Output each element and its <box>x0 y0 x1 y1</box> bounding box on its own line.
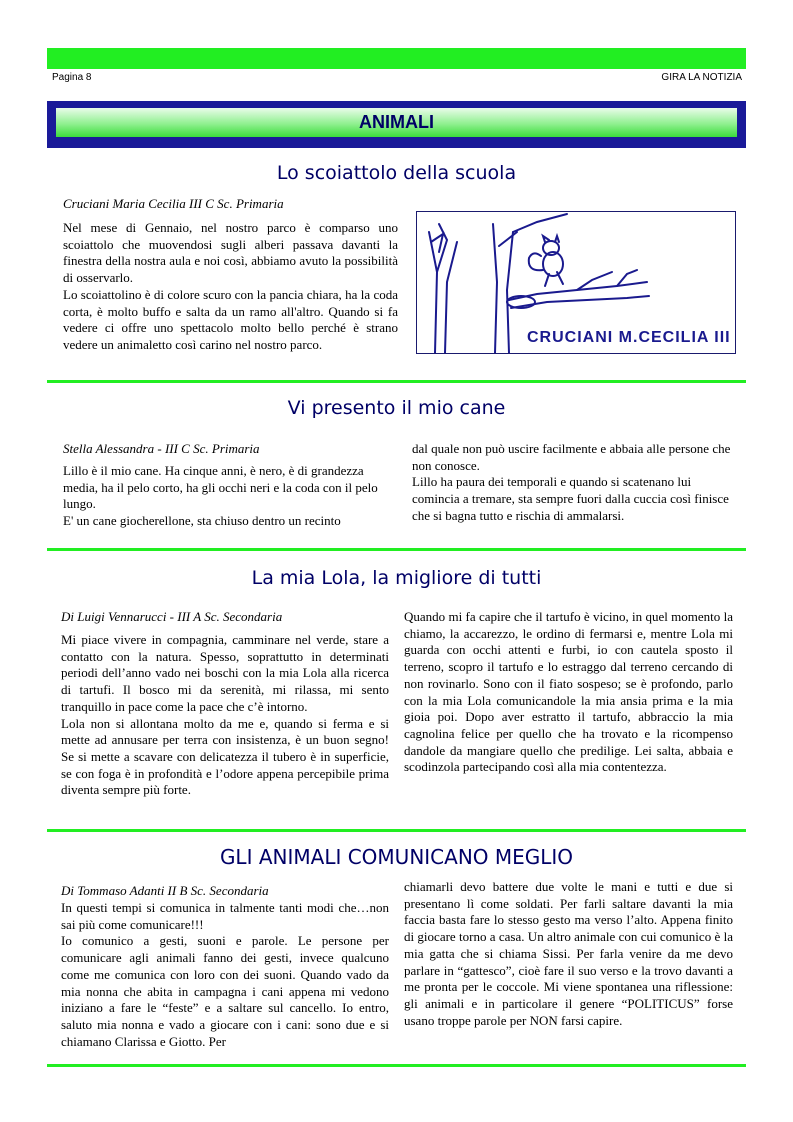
paragraph: Lo scoiattolino è di colore scuro con la pancia chiara, ha la coda corta, è molto buffo e salta da un ramo all'altro. Quando si fa vedere ci offre uno spettacolo molto bello perché è strano vedere un animaletto così carino nel nostro parco. <box>63 286 398 352</box>
publication-name: GIRA LA NOTIZIA <box>661 72 742 83</box>
article-column-left <box>61 632 389 799</box>
section-banner <box>47 101 746 148</box>
paragraph: chiamarli devo battere due volte le mani e tutti e due si presentano lì come soldati. Per farli saltare davanti la mia faccia basta fare lo stesso gesto ma verso l’alto. Appena finito di giocare torno a casa. Un altro animale con cui comunico è la mia gatta che si chiama Sissi. Per farla venire da me devo parlare in “gattesco”, cioè fare il suo verso e la trovo davanti a me pronta per le coccole. Mi viene spontanea una riflessione: gli animali e in particolare il genere “POLITICUS” forse usano troppe parole per NON farsi capire. <box>404 879 733 1028</box>
top-color-bar <box>47 48 746 69</box>
article-title: Lo scoiattolo della scuola <box>276 162 517 184</box>
section-divider <box>47 1064 746 1067</box>
paragraph: Io comunico a gesti, suoni e parole. Le persone per comunicare agli animali fanno dei gesti, invece qualcuno come me comunica con loro con dei suoni. Quando vado da mia nonna che abita in campagna i cani appena mi vedono iniziano a fare le “feste” e a saltare sul cancello. Io entro, saluto mia nonna e vado a giocare con i cani: sono due e si chiamano Clarissa e Giotto. Per <box>61 933 389 1049</box>
paragraph: Nel mese di Gennaio, nel nostro parco è comparso uno scoiattolo che muovendosi sugli alberi passava davanti la finestra della nostra aula e noi così, abbiamo avuto la possibilità di osservarlo. <box>63 220 398 286</box>
article-title: Vi presento il mio cane <box>287 397 506 419</box>
paragraph: Lillo è il mio cane. Ha cinque anni, è nero, è di grandezza media, ha il pelo corto, ha gli occhi neri e la coda con il pelo lungo. <box>63 463 378 512</box>
section-title: ANIMALI <box>359 112 434 132</box>
page-number: Pagina 8 <box>52 72 92 83</box>
squirrel-drawing <box>416 211 736 354</box>
article-column-left <box>61 900 389 1050</box>
section-divider <box>47 829 746 832</box>
drawing-caption: CRUCIANI M.CECILIA III C <box>527 329 735 346</box>
paragraph: dal quale non può uscire facilmente e abbaia alle persone che non conosce. <box>412 441 731 473</box>
article-column-right <box>404 879 733 1029</box>
paragraph: Lillo ha paura dei temporali e quando si scatenano lui comincia a tremare, sta sempre fuori dalla cuccia così finisce che si bagna tutto e rischia di ammalarsi. <box>412 474 729 523</box>
article-author: Stella Alessandra - III C Sc. Primaria <box>63 441 260 456</box>
article-column-right <box>404 609 733 776</box>
article-column-left <box>63 463 396 530</box>
paragraph: Quando mi fa capire che il tartufo è vicino, in quel momento la chiamo, la accarezzo, le ordino di fermarsi e, mentre Lola mi guarda con occhi attenti e furbi, io con cautela sposto il terreno, scopro il tartufo e lo estraggo dal terreno cercando di non rovinarlo. Sono con il fiato sospeso; se è profondo, parlo con la mia Lola comunicandole la mia ansia prima e la mia gioia poi. Dopo aver estratto il tartufo, abbraccio la mia cagnolina felice per quello che ha trovato e la ricompenso dandole da mangiare quello che predilige. Lei salta, abbaia e scodinzola partecipando così alla mia contentezza. <box>404 609 733 775</box>
article-author: Di Tommaso Adanti II B Sc. Secondaria <box>61 883 269 898</box>
article-column-right <box>412 441 736 525</box>
article-author: Cruciani Maria Cecilia III C Sc. Primaria <box>63 196 284 211</box>
article-title: GLI ANIMALI COMUNICANO MEGLIO <box>219 845 574 869</box>
section-banner-fill <box>56 108 737 137</box>
section-divider <box>47 380 746 383</box>
article-title: La mia Lola, la migliore di tutti <box>251 567 542 589</box>
article-body <box>63 220 398 354</box>
paragraph: Mi piace vivere in compagnia, camminare nel verde, stare a contatto con la natura. Spesso, soprattutto in determinati periodi dell’anno vado nei boschi con la mia Lola alla ricerca di tartufi. Il bosco mi da serenità, mi rilassa, mi sento tranquillo in pace come la pace che c’è intorno. <box>61 632 389 714</box>
article-author: Di Luigi Vennarucci - III A Sc. Secondaria <box>61 609 283 624</box>
paragraph: In questi tempi si comunica in talmente tanti modi che…non sai più come comunicare!!! <box>61 900 389 932</box>
paragraph: Lola non si allontana molto da me e, quando si ferma e si mette ad annusare per terra con insistenza, è un buon segno! Se si mette a scavare con delicatezza il tubero è in superficie, se con foga è in profondità e l’odore appena percepibile prima diventa sempre più forte. <box>61 715 389 798</box>
paragraph: E' un cane giocherellone, sta chiuso dentro un recinto <box>63 513 341 529</box>
section-divider <box>47 548 746 551</box>
squirrel-drawing-art <box>417 212 735 353</box>
